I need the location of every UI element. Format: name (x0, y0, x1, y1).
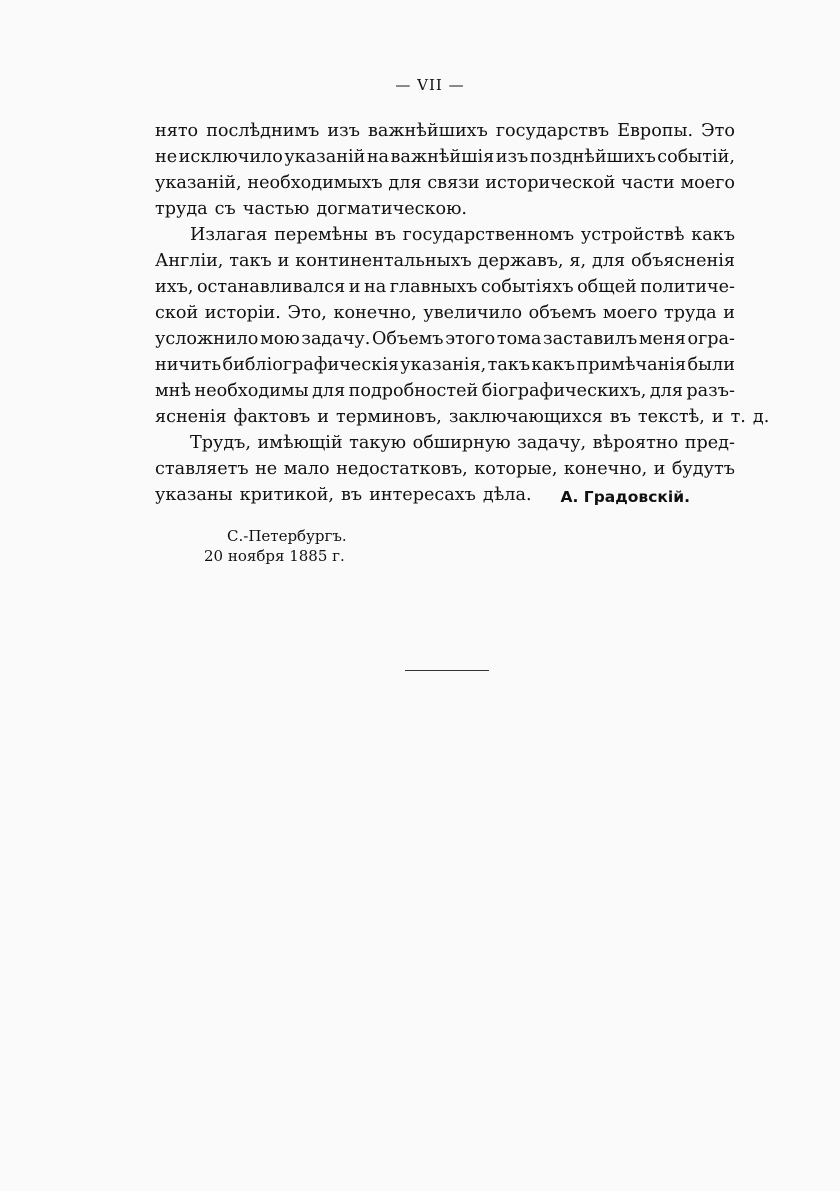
text-line (155, 274, 735, 300)
word: и (723, 303, 735, 323)
word: не (255, 459, 278, 479)
word: государствъ (495, 121, 610, 141)
word: указаній (284, 147, 366, 167)
word: Англіи, (155, 251, 224, 271)
word: въ (374, 225, 396, 245)
word: указаній, (155, 173, 242, 193)
text-line (155, 326, 735, 352)
word: Это (701, 121, 735, 141)
word: изъ (495, 147, 529, 167)
word: какъ (531, 355, 576, 375)
word: будутъ (671, 459, 735, 479)
word: подробностей (348, 381, 479, 401)
text-line (155, 378, 735, 404)
word: ихъ, (155, 277, 194, 297)
author-signature: А. Градовскій. (560, 488, 690, 506)
word: державъ, (477, 251, 564, 271)
word: части (621, 173, 675, 193)
word: ясненія (155, 407, 227, 427)
word: событій, (657, 147, 735, 167)
word: устройствѣ (580, 225, 685, 245)
word: исторіи. (204, 303, 281, 323)
word: меня (638, 329, 686, 349)
closing-rule (405, 670, 489, 671)
word: увеличило (423, 303, 523, 323)
word: послѣднимъ (206, 121, 320, 141)
word: такую (349, 433, 407, 453)
word: необходимыхъ (247, 173, 383, 193)
word: важнѣйшихъ (367, 121, 488, 141)
date-line: 20 ноября 1885 г. (204, 547, 345, 565)
text-line (155, 456, 735, 482)
word: Это, (287, 303, 327, 323)
text-line (155, 248, 735, 274)
word: на (363, 277, 387, 297)
word: терминовъ, (335, 407, 442, 427)
word: тома (496, 329, 542, 349)
word: нято (155, 121, 199, 141)
word: важнѣйшія (390, 147, 495, 167)
word: вѣроятно (592, 433, 679, 453)
word: конечно, (333, 303, 417, 323)
word: частью (242, 199, 310, 219)
word: моего (602, 303, 658, 323)
word: и (711, 407, 724, 427)
word: д. (752, 407, 770, 427)
word: политиче- (640, 277, 735, 297)
word: и (277, 251, 290, 271)
word: имѣющій (257, 433, 343, 453)
word: указанія, (400, 355, 487, 375)
word: заставилъ (543, 329, 638, 349)
word: связи (427, 173, 480, 193)
word: указаны (155, 485, 233, 505)
word: перемѣны (274, 225, 369, 245)
word: дѣла. (482, 485, 532, 505)
word: съ (214, 199, 236, 219)
text-line (155, 118, 735, 144)
word: конечно, (563, 459, 648, 479)
word: объясненія (631, 251, 735, 271)
word: мнѣ (155, 381, 192, 401)
word: исторической (485, 173, 616, 193)
word: библіографическія (222, 355, 399, 375)
word: этого (445, 329, 496, 349)
word: и (348, 277, 361, 297)
page-number: — VII — (395, 76, 465, 94)
word: пред- (684, 433, 735, 453)
word: обширную (412, 433, 511, 453)
word: такъ (229, 251, 272, 271)
word: недостатковъ, (336, 459, 468, 479)
word: критикой, (239, 485, 335, 505)
word: были (687, 355, 735, 375)
text-line (155, 144, 735, 170)
word: не (155, 147, 178, 167)
text-line (155, 300, 735, 326)
text-line (155, 404, 770, 430)
word: останавливался (196, 277, 346, 297)
word: которые, (474, 459, 558, 479)
word: т. (730, 407, 746, 427)
word: въ (609, 407, 631, 427)
word: мало (283, 459, 330, 479)
word: примѣчанія (576, 355, 687, 375)
word: главныхъ (389, 277, 478, 297)
word: континентальныхъ (295, 251, 472, 271)
word: труда (664, 303, 717, 323)
word: необходимы (194, 381, 309, 401)
word: Трудъ, (190, 433, 251, 453)
text-line (190, 430, 735, 456)
word: труда (155, 199, 208, 219)
word: такъ (487, 355, 531, 375)
word: исключило (178, 147, 283, 167)
text-line (155, 196, 735, 222)
word: общей (577, 277, 637, 297)
word: заключающихся (448, 407, 603, 427)
word: позднѣйшихъ (529, 147, 656, 167)
word: фактовъ (233, 407, 311, 427)
word: на (366, 147, 390, 167)
word: для (388, 173, 422, 193)
word: ничить (155, 355, 222, 375)
word: интересахъ (369, 485, 476, 505)
word: объемъ (528, 303, 597, 323)
word: задачу. (301, 329, 371, 349)
text-line (190, 222, 735, 248)
word: я, (569, 251, 587, 271)
word: огра- (687, 329, 735, 349)
word: изъ (327, 121, 360, 141)
word: въ (341, 485, 363, 505)
word: текстѣ, (637, 407, 705, 427)
word: Объемъ (372, 329, 444, 349)
word: событіяхъ (480, 277, 574, 297)
word: усложнило (155, 329, 259, 349)
word: мою (260, 329, 300, 349)
word: Европы. (617, 121, 694, 141)
word: и (653, 459, 666, 479)
word: для (312, 381, 346, 401)
word: для (592, 251, 626, 271)
word: біографическихъ, (481, 381, 647, 401)
word: задачу, (517, 433, 587, 453)
word: ставляетъ (155, 459, 249, 479)
place-line: С.-Петербургъ. (227, 527, 347, 545)
text-line (155, 170, 735, 196)
word: для (649, 381, 683, 401)
text-line (155, 352, 735, 378)
word: ской (155, 303, 199, 323)
word: разъ- (686, 381, 735, 401)
word: государственномъ (402, 225, 575, 245)
word: и (317, 407, 329, 427)
word: какъ (691, 225, 735, 245)
word: Излагая (190, 225, 268, 245)
word: моего (680, 173, 735, 193)
word: догматическою. (316, 199, 468, 219)
